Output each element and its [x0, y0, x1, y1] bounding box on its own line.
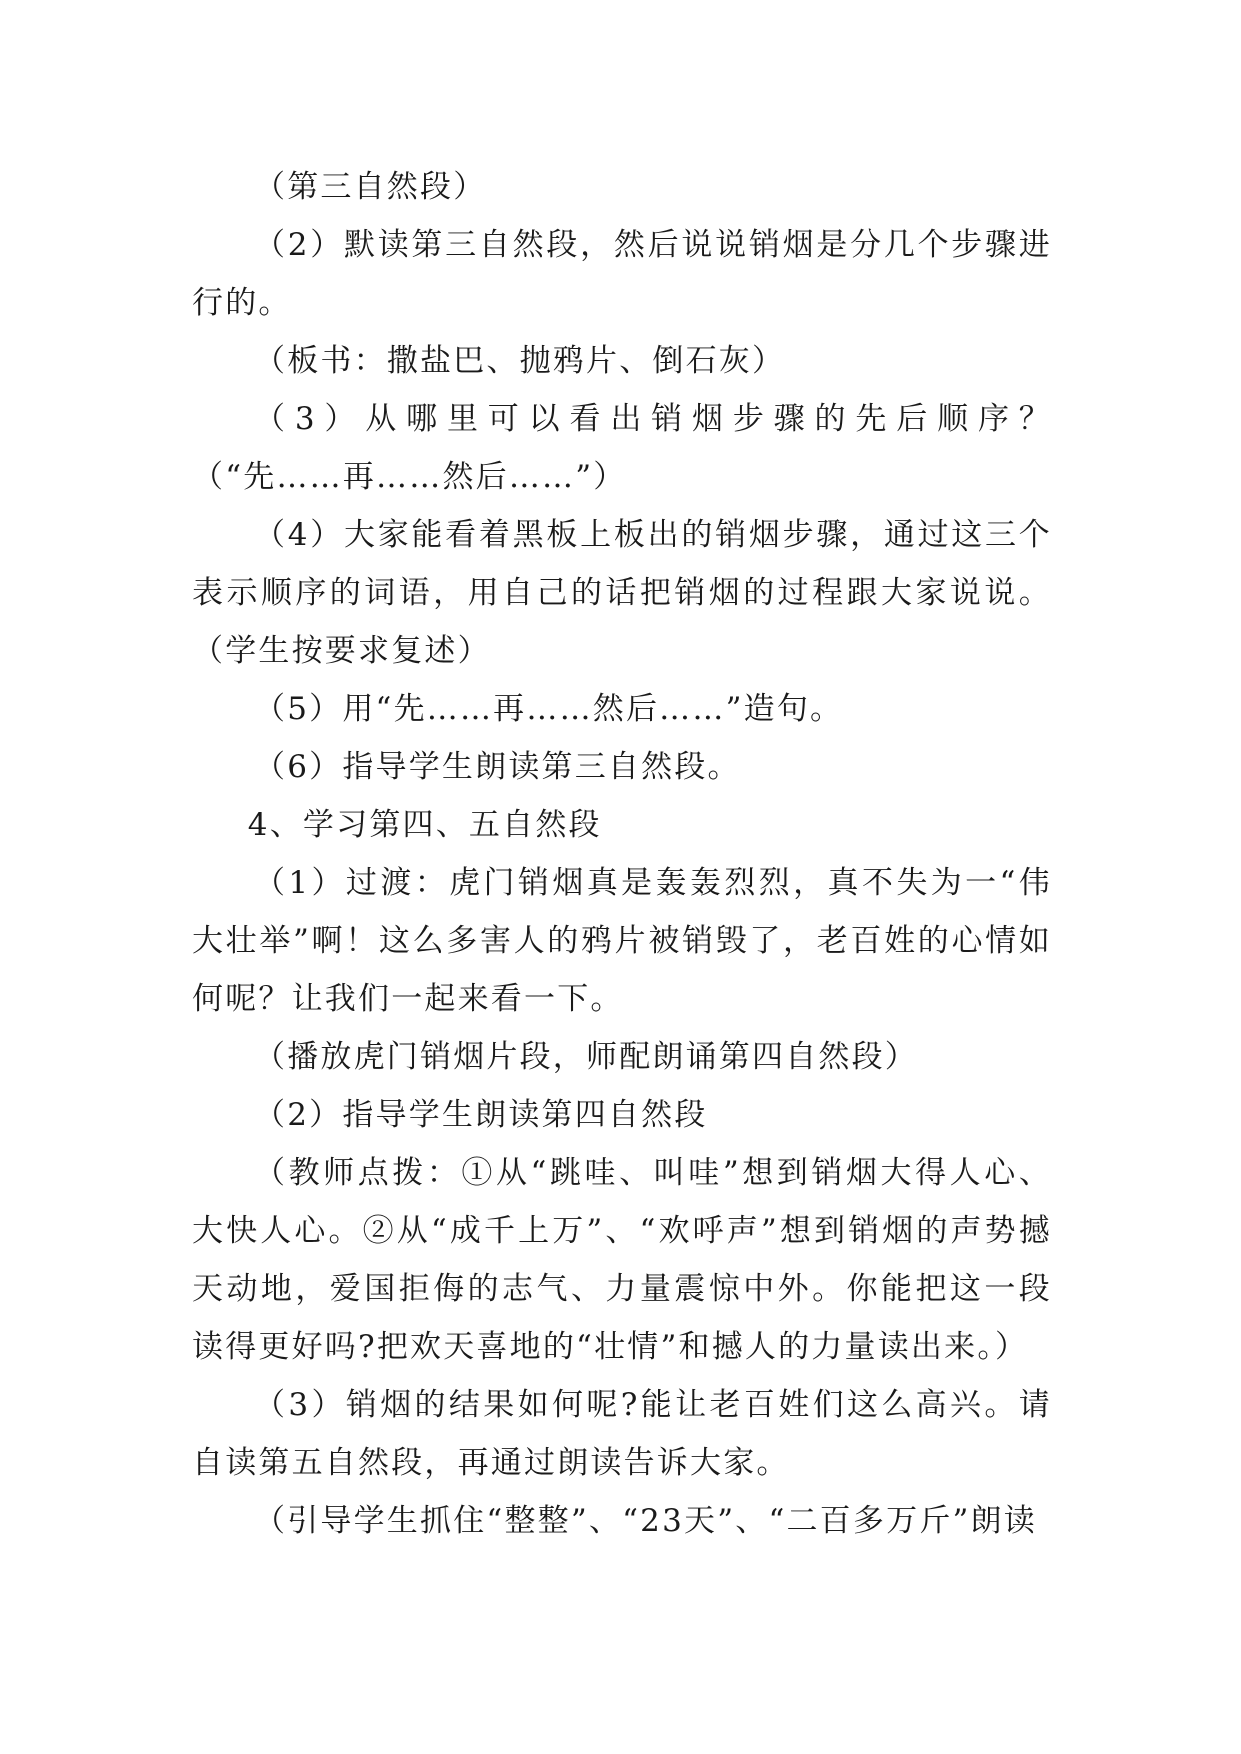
- paragraph-2: （2）默读第三自然段，然后说说销烟是分几个步骤进行的。: [192, 227, 1052, 321]
- paragraph-4: （3）从哪里可以看出销烟步骤的先后顺序？（“先……再……然后……”）: [192, 401, 1052, 495]
- paragraph-14: （引导学生抓住“整整”、“23天”、“二百多万斤”朗读: [254, 1503, 1037, 1539]
- section-heading: 4、学习第四、五自然段: [247, 807, 602, 843]
- paragraph-13: （3）销烟的结果如何呢?能让老百姓们这么高兴。请自读第五自然段，再通过朗读告诉大家。: [192, 1387, 1052, 1481]
- paragraph-10: （播放虎门销烟片段，师配朗诵第四自然段）: [254, 1039, 918, 1075]
- paragraph-1: （第三自然段）: [254, 169, 487, 205]
- paragraph-5: （4）大家能看着黑板上板出的销烟步骤，通过这三个表示顺序的词语，用自己的话把销烟的过程跟大家说说。（学生按要求复述）: [192, 517, 1052, 669]
- paragraph-3: （板书：撒盐巴、抛鸦片、倒石灰）: [254, 343, 786, 379]
- paragraph-9: （1）过渡：虎门销烟真是轰轰烈烈，真不失为一“伟大壮举”啊！这么多害人的鸦片被销毁了，老百姓的心情如何呢？让我们一起来看一下。: [192, 865, 1052, 1017]
- paragraph-7: （6）指导学生朗读第三自然段。: [254, 749, 741, 785]
- paragraph-6: （5）用“先……再……然后……”造句。: [254, 691, 844, 727]
- paragraph-12: （教师点拨：①从“跳哇、叫哇”想到销烟大得人心、大快人心。②从“成千上万”、“欢呼声”想到销烟的声势撼天动地，爱国拒侮的志气、力量震惊中外。你能把这一段读得更好吗?把欢天喜地的“壮情”和撼人的力量读出来。）: [192, 1155, 1052, 1365]
- body-text: [192, 158, 1052, 1550]
- paragraph-11: （2）指导学生朗读第四自然段: [254, 1097, 708, 1133]
